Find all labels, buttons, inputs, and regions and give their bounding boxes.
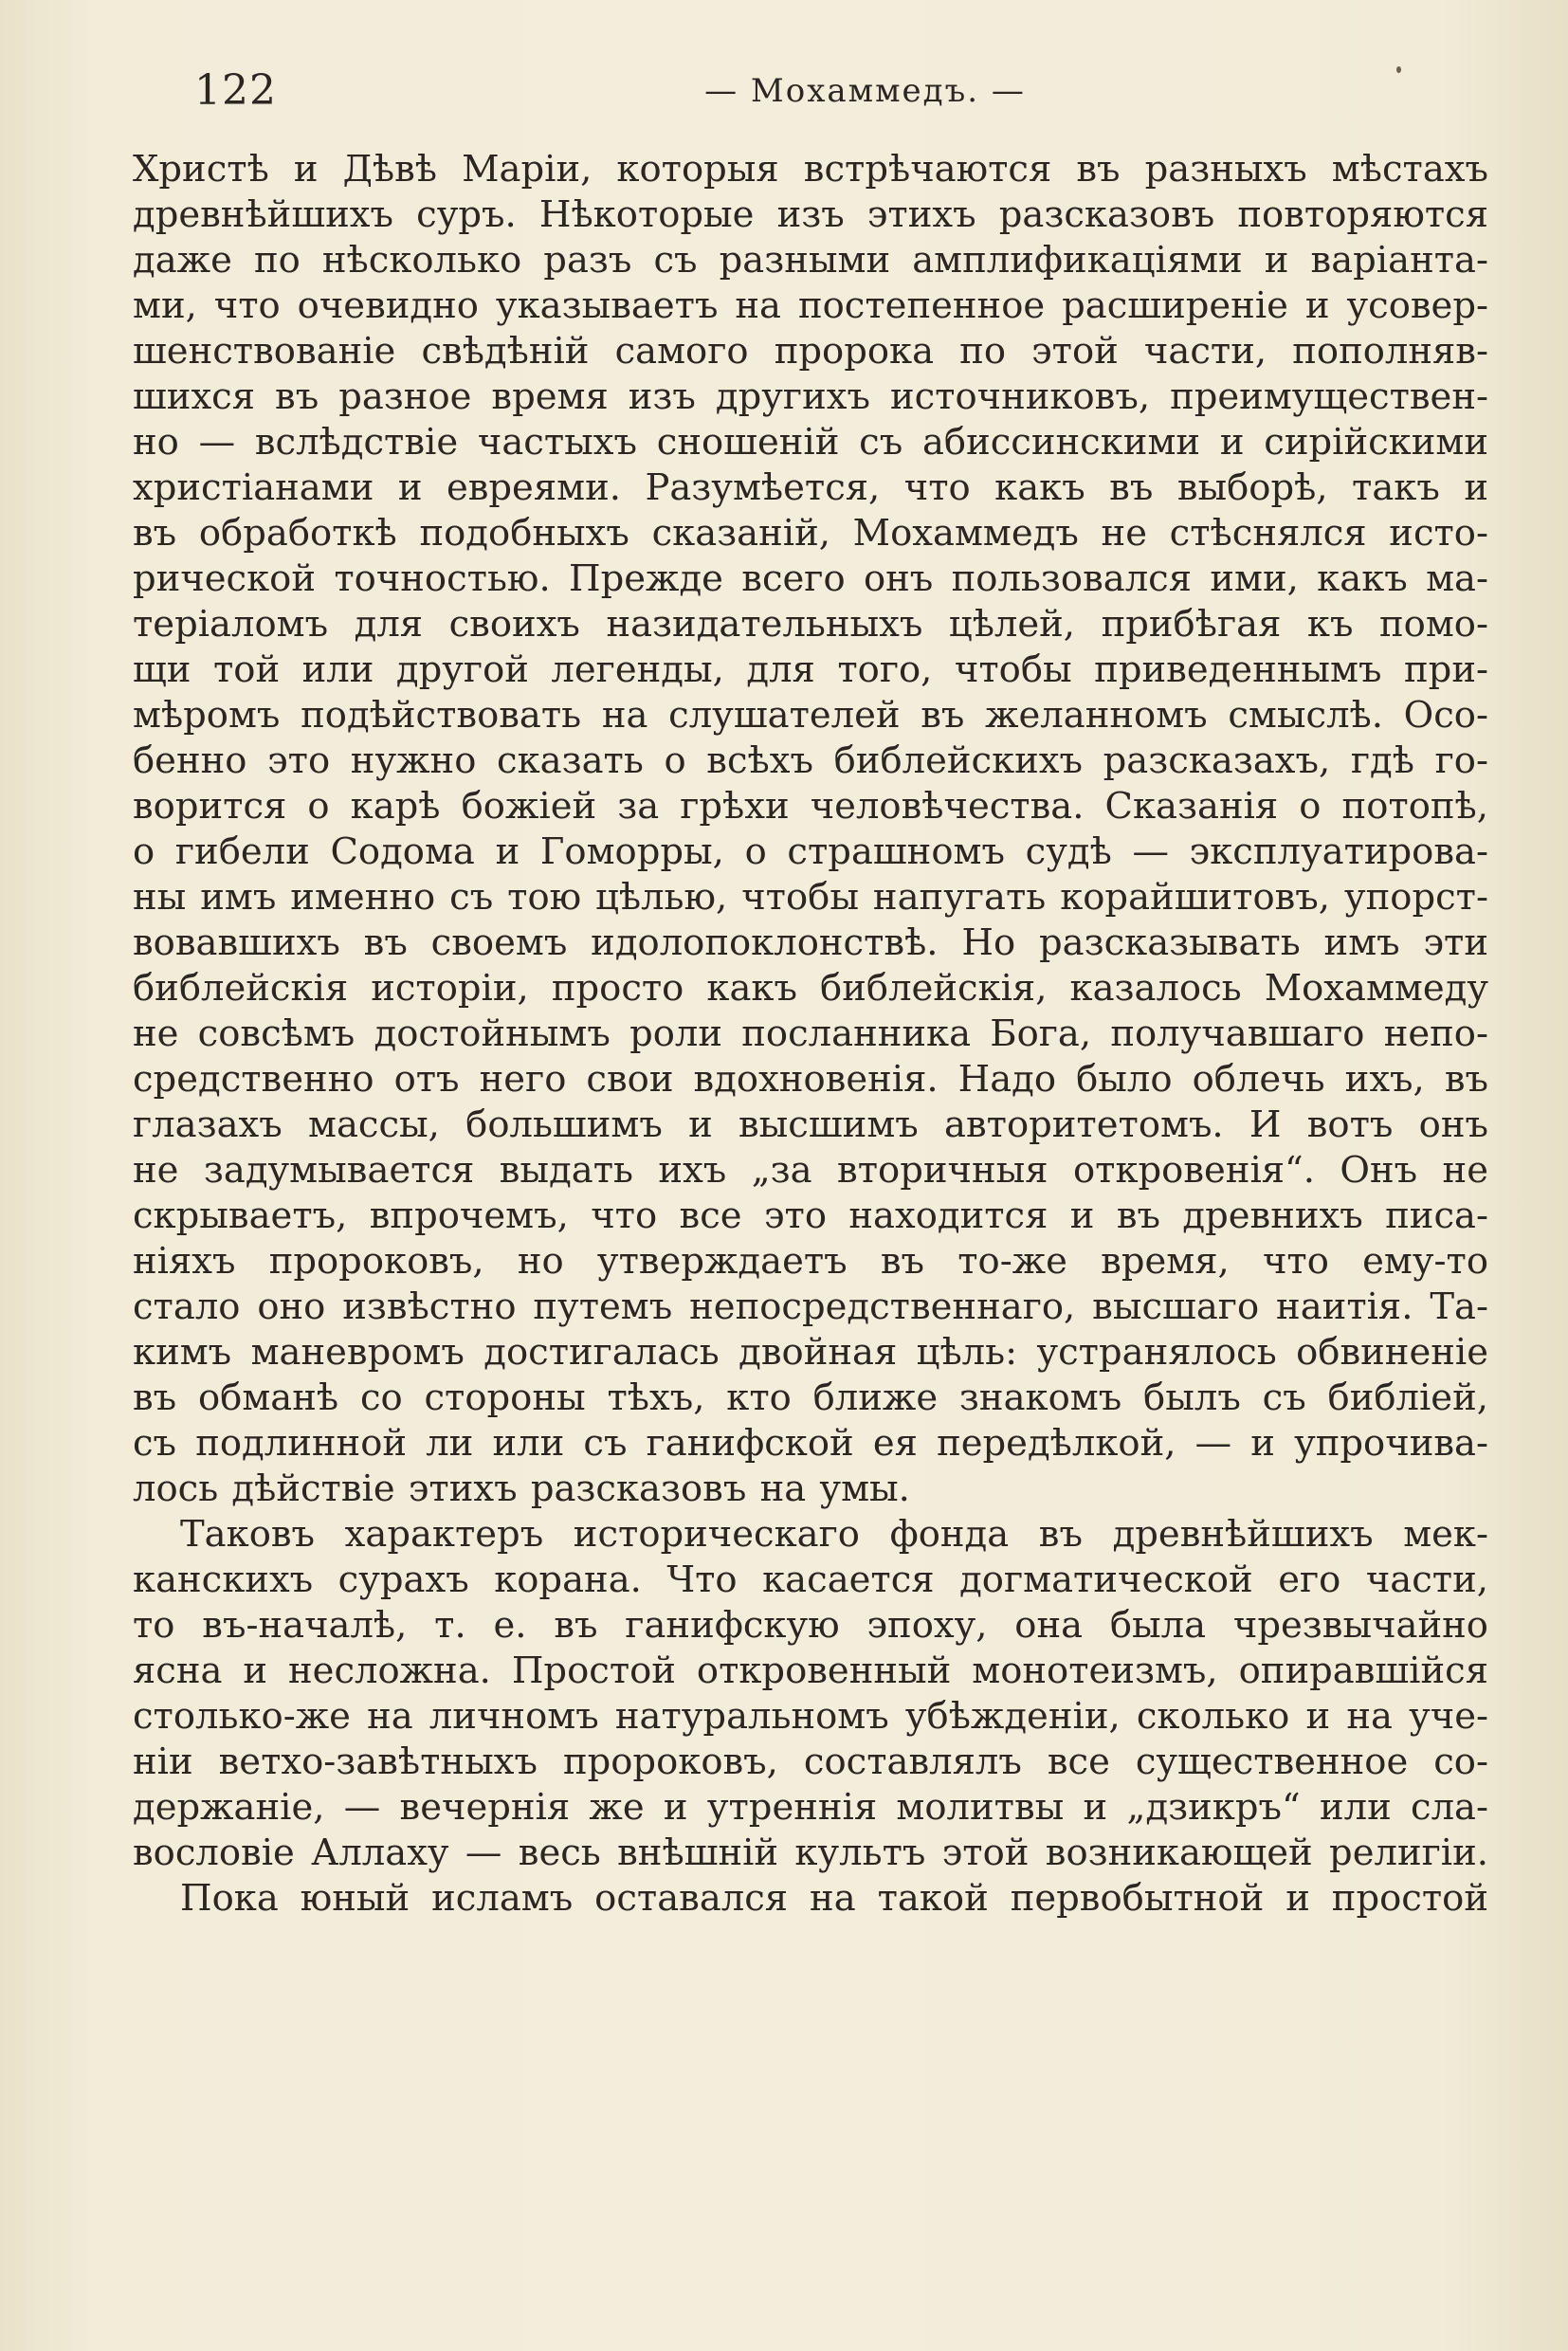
- text-line: Христѣ и Дѣвѣ Маріи, которыя встрѣчаются въ разныхъ мѣстахъ: [133, 148, 1488, 191]
- text-line: даже по нѣсколько разъ съ разными амплификаціями и варіанта-: [133, 239, 1488, 282]
- text-line: съ подлинной ли или съ ганифской ея передѣлкой, — и упрочива-: [133, 1422, 1488, 1465]
- text-line: ніяхъ пророковъ, но утверждаетъ въ то-же время, что ему-то: [133, 1240, 1488, 1283]
- text-line: вовавшихъ въ своемъ идолопоклонствѣ. Но разсказывать имъ эти: [133, 921, 1488, 964]
- text-line: то въ-началѣ, т. е. въ ганифскую эпоху, она была чрезвычайно: [133, 1604, 1488, 1647]
- text-line: ясна и несложна. Простой откровенный монотеизмъ, опиравшійся: [133, 1649, 1488, 1692]
- print-speck: [1396, 66, 1401, 73]
- text-line: христіанами и евреями. Разумѣется, что какъ въ выборѣ, такъ и: [133, 466, 1488, 509]
- text-line: средственно отъ него свои вдохновенія. Надо было облечь ихъ, въ: [133, 1058, 1488, 1101]
- text-line: стало оно извѣстно путемъ непосредственнаго, высшаго наитія. Та-: [133, 1285, 1488, 1328]
- text-line: ніи ветхо-завѣтныхъ пророковъ, составлялъ все существенное со-: [133, 1740, 1488, 1783]
- text-line: держаніе, — вечернія же и утреннія молитвы и „дзикръ“ или сла-: [133, 1786, 1488, 1829]
- text-line: щи той или другой легенды, для того, чтобы приведеннымъ при-: [133, 648, 1488, 691]
- paragraph-end-line: лось дѣйствіе этихъ разсказовъ на умы.: [133, 1467, 910, 1510]
- text-line: мѣромъ подѣйствовать на слушателей въ желанномъ смыслѣ. Осо-: [133, 694, 1488, 737]
- text-line: не задумывается выдать ихъ „за вторичныя откровенія“. Онъ не: [133, 1149, 1488, 1192]
- text-line: не совсѣмъ достойнымъ роли посланника Бога, получавшаго непо-: [133, 1012, 1488, 1055]
- paragraph-start-line: Пока юный исламъ оставался на такой первобытной и простой: [180, 1877, 1488, 1920]
- text-line: въ обманѣ со стороны тѣхъ, кто ближе знакомъ былъ съ библіей,: [133, 1376, 1488, 1419]
- text-line: шенствованіе свѣдѣній самого пророка по этой части, пополняв-: [133, 330, 1488, 373]
- text-line: глазахъ массы, большимъ и высшимъ авторитетомъ. И вотъ онъ: [133, 1103, 1488, 1146]
- text-line: ны имъ именно съ тою цѣлью, чтобы напугать корайшитовъ, упорст-: [133, 876, 1488, 919]
- page-number: 122: [194, 66, 277, 115]
- text-line: столько-же на личномъ натуральномъ убѣжденіи, сколько и на уче-: [133, 1695, 1488, 1738]
- text-line: о гибели Содома и Гоморры, о страшномъ судѣ — эксплуатирова-: [133, 830, 1488, 873]
- text-line: ми, что очевидно указываетъ на постепенное расширеніе и усовер-: [133, 284, 1488, 327]
- text-line: теріаломъ для своихъ назидательныхъ цѣлей, прибѣгая къ помо-: [133, 603, 1488, 646]
- running-title: — Мохаммедъ. —: [704, 72, 1026, 110]
- text-line: древнѣйшихъ суръ. Нѣкоторые изъ этихъ разсказовъ повторяются: [133, 193, 1488, 236]
- text-line: канскихъ сурахъ корана. Что касается догматической его части,: [133, 1558, 1488, 1601]
- text-line: скрываетъ, впрочемъ, что все это находится и въ древнихъ писа-: [133, 1194, 1488, 1237]
- text-line: въ обработкѣ подобныхъ сказаній, Мохаммедъ не стѣснялся исто-: [133, 512, 1488, 555]
- text-line: рической точностью. Прежде всего онъ пользовался ими, какъ ма-: [133, 557, 1488, 600]
- text-line: шихся въ разное время изъ другихъ источниковъ, преимуществен-: [133, 375, 1488, 418]
- paragraph-start-line: Таковъ характеръ историческаго фонда въ древнѣйшихъ мек-: [180, 1513, 1488, 1556]
- paragraph-end-line: вословіе Аллаху — весь внѣшній культъ этой возникающей религіи.: [133, 1832, 1488, 1874]
- page-header: [194, 63, 1498, 119]
- text-line: кимъ маневромъ достигалась двойная цѣль: устранялось обвиненіе: [133, 1331, 1488, 1374]
- text-line: но — вслѣдствіе частыхъ сношеній съ абиссинскими и сирійскими: [133, 421, 1488, 464]
- text-line: библейскія исторіи, просто какъ библейскія, казалось Мохаммеду: [133, 967, 1488, 1010]
- body-text: [133, 147, 1488, 1922]
- text-line: ворится о карѣ божіей за грѣхи человѣчества. Сказанія о потопѣ,: [133, 785, 1488, 828]
- text-line: бенно это нужно сказать о всѣхъ библейскихъ разсказахъ, гдѣ го-: [133, 739, 1488, 782]
